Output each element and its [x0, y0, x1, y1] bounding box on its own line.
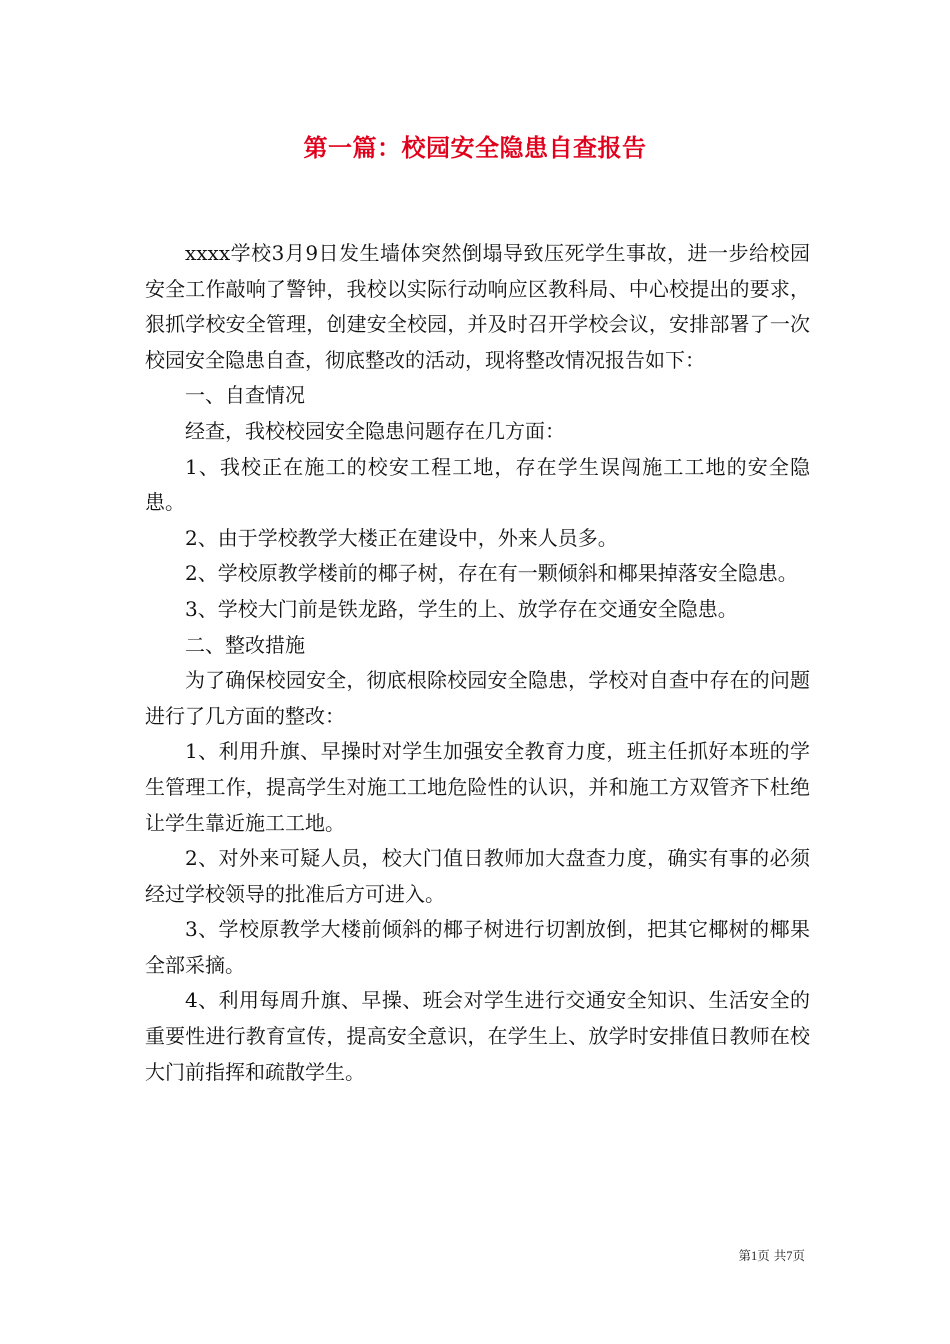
- section-heading: 一、自查情况: [185, 383, 305, 408]
- list-item: 2、对外来可疑人员，校大门值日教师加大盘查力度，确实有事的必须经过学校领导的批准后方可进入。: [145, 846, 810, 906]
- list-item: 1、我校正在施工的校安工程工地，存在学生误闯施工工地的安全隐患。: [145, 454, 810, 515]
- document-body: [145, 236, 810, 1090]
- document-title: 第一篇：校园安全隐患自查报告: [303, 133, 647, 162]
- body-paragraph: xxxx学校3月9日发生墙体突然倒塌导致压死学生事故，进一步给校园安全工作敲响了警钟，我校以实际行动响应区教科局、中心校提出的要求，狠抓学校安全管理，创建安全校园，并及时召开学校会议，安排部署了一次校园安全隐患自查，彻底整改的活动，现将整改情况报告如下：: [145, 241, 810, 372]
- list-item: 4、利用每周升旗、早操、班会对学生进行交通安全知识、生活安全的重要性进行教育宣传，提高安全意识，在学生上、放学时安排值日教师在校大门前指挥和疏散学生。: [145, 988, 810, 1084]
- page-number-footer: [738, 1247, 805, 1265]
- section-heading: 二、整改措施: [185, 632, 305, 657]
- footer-suffix: 页: [792, 1248, 805, 1263]
- list-item: 3、学校原教学大楼前倾斜的椰子树进行切割放倒，把其它椰树的椰果全部采摘。: [145, 917, 810, 977]
- list-item: 1、利用升旗、早操时对学生加强安全教育力度，班主任抓好本班的学生管理工作，提高学生对施工工地危险性的认识，并和施工方双管齐下杜绝让学生靠近施工工地。: [145, 739, 810, 835]
- current-page-number: 1: [751, 1249, 758, 1263]
- list-item: 2、学校原教学楼前的椰子树，存在有一颗倾斜和椰果掉落安全隐患。: [185, 561, 798, 586]
- footer-prefix: 第: [738, 1248, 751, 1263]
- total-pages-number: 7: [786, 1249, 793, 1263]
- list-item: 3、学校大门前是铁龙路，学生的上、放学存在交通安全隐患。: [185, 596, 738, 621]
- body-paragraph: 为了确保校园安全，彻底根除校园安全隐患，学校对自查中存在的问题进行了几方面的整改：: [145, 668, 810, 728]
- list-item: 2、由于学校教学大楼正在建设中，外来人员多。: [185, 525, 618, 550]
- body-paragraph: 经查，我校校园安全隐患问题存在几方面：: [185, 418, 565, 443]
- footer-middle: 页 共: [757, 1248, 787, 1263]
